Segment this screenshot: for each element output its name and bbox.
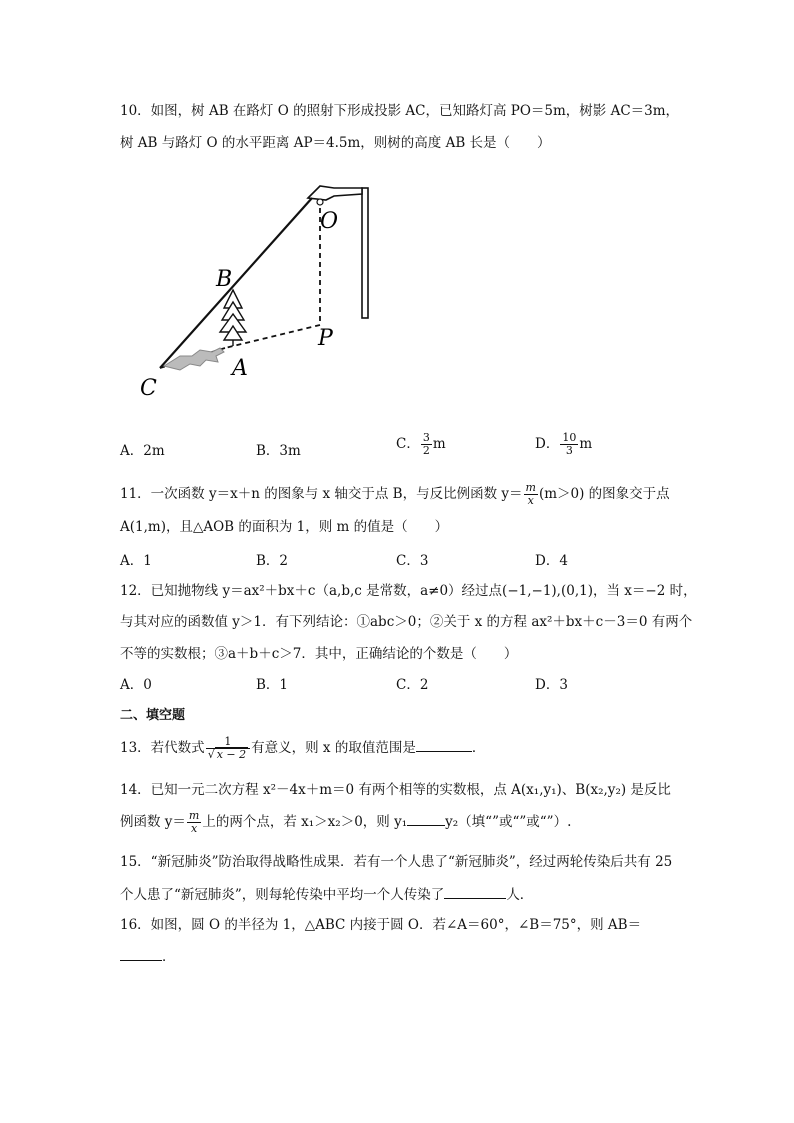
q12-option-d: D．3 xyxy=(535,677,568,693)
label-C: C xyxy=(140,376,157,401)
q13-line: 13．若代数式 $\frac{1}{√ x - 2}$ 有意义，则 x 的取值范围是 ． xyxy=(120,735,486,761)
q12-option-c: C．2 xyxy=(396,677,429,693)
q15-line2: 个人患了“新冠肺炎”，则每轮传染中平均一个人传染了 人． xyxy=(120,884,533,905)
lamp-pole xyxy=(362,188,368,318)
q10-line2: 树 AB 与路灯 O 的水平距离 AP＝4.5m，则树的高度 AB 长是（ ） xyxy=(120,135,551,151)
q10-option-a: A．2m xyxy=(120,443,165,459)
label-O: O xyxy=(320,209,339,234)
q14-line1: 14．已知一元二次方程 x²－4x＋m＝0 有两个相等的实数根，点 A(x₁,y₁)、B(x₂,y₂) 是反比 xyxy=(120,782,671,798)
q12-line3: 不等的实数根；③a＋b＋c＞7．其中，正确结论的个数是（ ） xyxy=(120,646,518,662)
q12-option-b: B．1 xyxy=(256,677,289,693)
label-A: A xyxy=(232,356,248,381)
q11-option-a: A．1 xyxy=(120,553,152,569)
q10-option-b: B．3m xyxy=(256,443,301,459)
q15-line1: 15．“新冠肺炎”防治取得战略性成果．若有一个人患了“新冠肺炎”，经过两轮传染后共有 25 xyxy=(120,854,673,870)
lamp-head-icon xyxy=(308,186,362,200)
q12-line2: 与其对应的函数值 y＞1．有下列结论：①abc＞0；②关于 x 的方程 ax²＋bx＋c－3＝0 有两个 xyxy=(120,614,693,630)
q14-line2: 例函数 y＝ $\frac{m}{x}$ 上的两个点，若 x₁＞x₂＞0，则 y₁ y₂（填“”或“”或“”）. xyxy=(120,809,572,835)
q10-option-c: C． $\frac{3}{2}$ m xyxy=(396,431,446,457)
q10-line1: 10．如图，树 AB 在路灯 O 的照射下形成投影 AC，已知路灯高 PO＝5m，树影 AC＝3m， xyxy=(120,103,680,119)
q11-option-c: C．3 xyxy=(396,553,429,569)
q10-figure xyxy=(120,180,390,405)
q11-option-b: B．2 xyxy=(256,553,289,569)
q11-line1: 11．一次函数 y＝x＋n 的图象与 x 轴交于点 B，与反比例函数 y＝ $\frac{m}{x}$ (m＞0) 的图象交于点 xyxy=(120,481,670,507)
label-B: B xyxy=(216,267,233,292)
q11-line2: A(1,m)，且△AOB 的面积为 1，则 m 的值是（ ） xyxy=(120,519,449,535)
q11-option-d: D．4 xyxy=(535,553,568,569)
q16-line1: 16．如图，圆 O 的半径为 1，△ABC 内接于圆 O．若∠A＝60°，∠B＝75°，则 AB＝ xyxy=(120,917,642,933)
section-title: 二、填空题 xyxy=(120,708,186,723)
label-P: P xyxy=(318,326,333,351)
q12-line1: 12．已知抛物线 y＝ax²＋bx＋c（a,b,c 是常数，a≠0）经过点(−1,−1),(0,1)，当 x＝−2 时， xyxy=(120,583,697,599)
tree-shadow-icon xyxy=(164,348,224,370)
q12-option-a: A．0 xyxy=(120,677,152,693)
q16-line2: ． xyxy=(120,946,176,967)
ray-OC xyxy=(160,198,312,368)
q10-option-d: D． $\frac{10}{3}$ m xyxy=(535,431,593,457)
tree-icon xyxy=(220,290,246,346)
